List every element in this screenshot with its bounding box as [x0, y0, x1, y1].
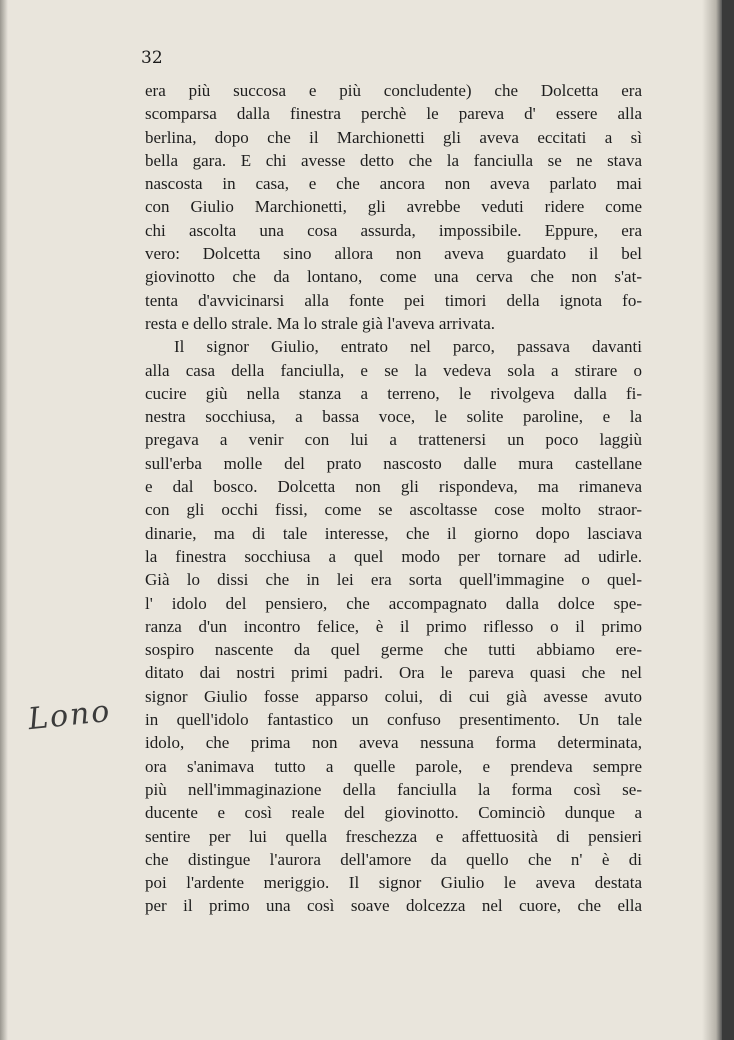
text-line: la finestra socchiusa a quel modo per tornare ad udirle. — [145, 546, 642, 566]
text-line: più nell'immaginazione della fanciulla la forma così se- — [145, 779, 642, 799]
text-line: idolo, che prima non aveva nessuna forma determinata, — [145, 733, 642, 753]
text-line: berlina, dopo che il Marchionetti gli aveva eccitati a sì — [145, 127, 642, 147]
text-line: pregava a venir con lui a trattenersi un poco laggiù — [145, 430, 642, 450]
text-line: in quell'idolo fantastico un confuso presentimento. Un tale — [145, 710, 642, 730]
text-line: dinarie, ma di tale interesse, che il giorno dopo lasciava — [145, 523, 642, 543]
text-line: poi l'ardente meriggio. Il signor Giulio le aveva destata — [145, 873, 642, 893]
page-right-edge — [702, 0, 722, 1040]
handwritten-margin-note: Lono — [26, 693, 113, 738]
text-line: signor Giulio fosse apparso colui, di cui già avesse avuto — [145, 686, 642, 706]
body-text — [145, 79, 642, 918]
text-line: era più succosa e più concludente) che Dolcetta era — [145, 81, 642, 100]
text-line: tenta d'avvicinarsi alla fonte pei timori della ignota fo- — [145, 290, 642, 310]
text-line: sospiro nascente da quel germe che tutti abbiamo ere- — [145, 640, 642, 660]
text-line: per il primo una così soave dolcezza nel cuore, che ella — [145, 896, 642, 916]
paragraph-1 — [145, 79, 642, 335]
text-line: resta e dello strale. Ma lo strale già l'aveva arrivata. — [145, 313, 495, 333]
text-line: ducente e così reale del giovinotto. Cominciò dunque a — [145, 803, 642, 823]
text-line: e dal bosco. Dolcetta non gli rispondeva, ma rimaneva — [145, 477, 642, 497]
text-line: l' idolo del pensiero, che accompagnato dalla dolce spe- — [145, 593, 642, 613]
text-line: ranza d'un incontro felice, è il primo riflesso o il primo — [145, 616, 642, 636]
text-line: sentire per lui quella freschezza e affettuosità di pensieri — [145, 826, 642, 846]
paragraph-2 — [145, 335, 642, 917]
text-line: che distingue l'aurora dell'amore da quello che n' è di — [145, 849, 642, 869]
text-line: sull'erba molle del prato nascosto dalle mura castellane — [145, 453, 642, 473]
page-left-edge — [0, 0, 8, 1040]
text-line: bella gara. E chi avesse detto che la fanciulla se ne stava — [145, 150, 642, 170]
text-line: ora s'animava tutto a quelle parole, e prendeva sempre — [145, 756, 642, 776]
page-number: 32 — [141, 48, 163, 68]
text-line: Già lo dissi che in lei era sorta quell'immagine o quel- — [145, 570, 642, 590]
text-line: nascosta in casa, e che ancora non aveva parlato mai — [145, 174, 642, 194]
text-line: chi ascolta una cosa assurda, impossibile. Eppure, era — [145, 220, 642, 240]
text-line: Il signor Giulio, entrato nel parco, passava davanti — [174, 337, 642, 357]
text-line: nestra socchiusa, a bassa voce, le solite paroline, e la — [145, 407, 642, 427]
text-line: con gli occhi fissi, come se ascoltasse cose molto straor- — [145, 500, 642, 520]
text-line: giovinotto che da lontano, come una cerva che non s'at- — [145, 267, 642, 287]
text-line: con Giulio Marchionetti, gli avrebbe veduti ridere come — [145, 197, 642, 217]
text-line: cucire giù nella stanza a terreno, le rivolgeva dalla fi- — [145, 383, 642, 403]
text-line: vero: Dolcetta sino allora non aveva guardato il bel — [145, 244, 642, 264]
text-line: alla casa della fanciulla, e se la vedeva sola a stirare o — [145, 360, 642, 380]
text-line: ditato dai nostri primi padri. Ora le pareva quasi che nel — [145, 663, 642, 683]
text-line: scomparsa dalla finestra perchè le pareva d' essere alla — [145, 104, 642, 124]
